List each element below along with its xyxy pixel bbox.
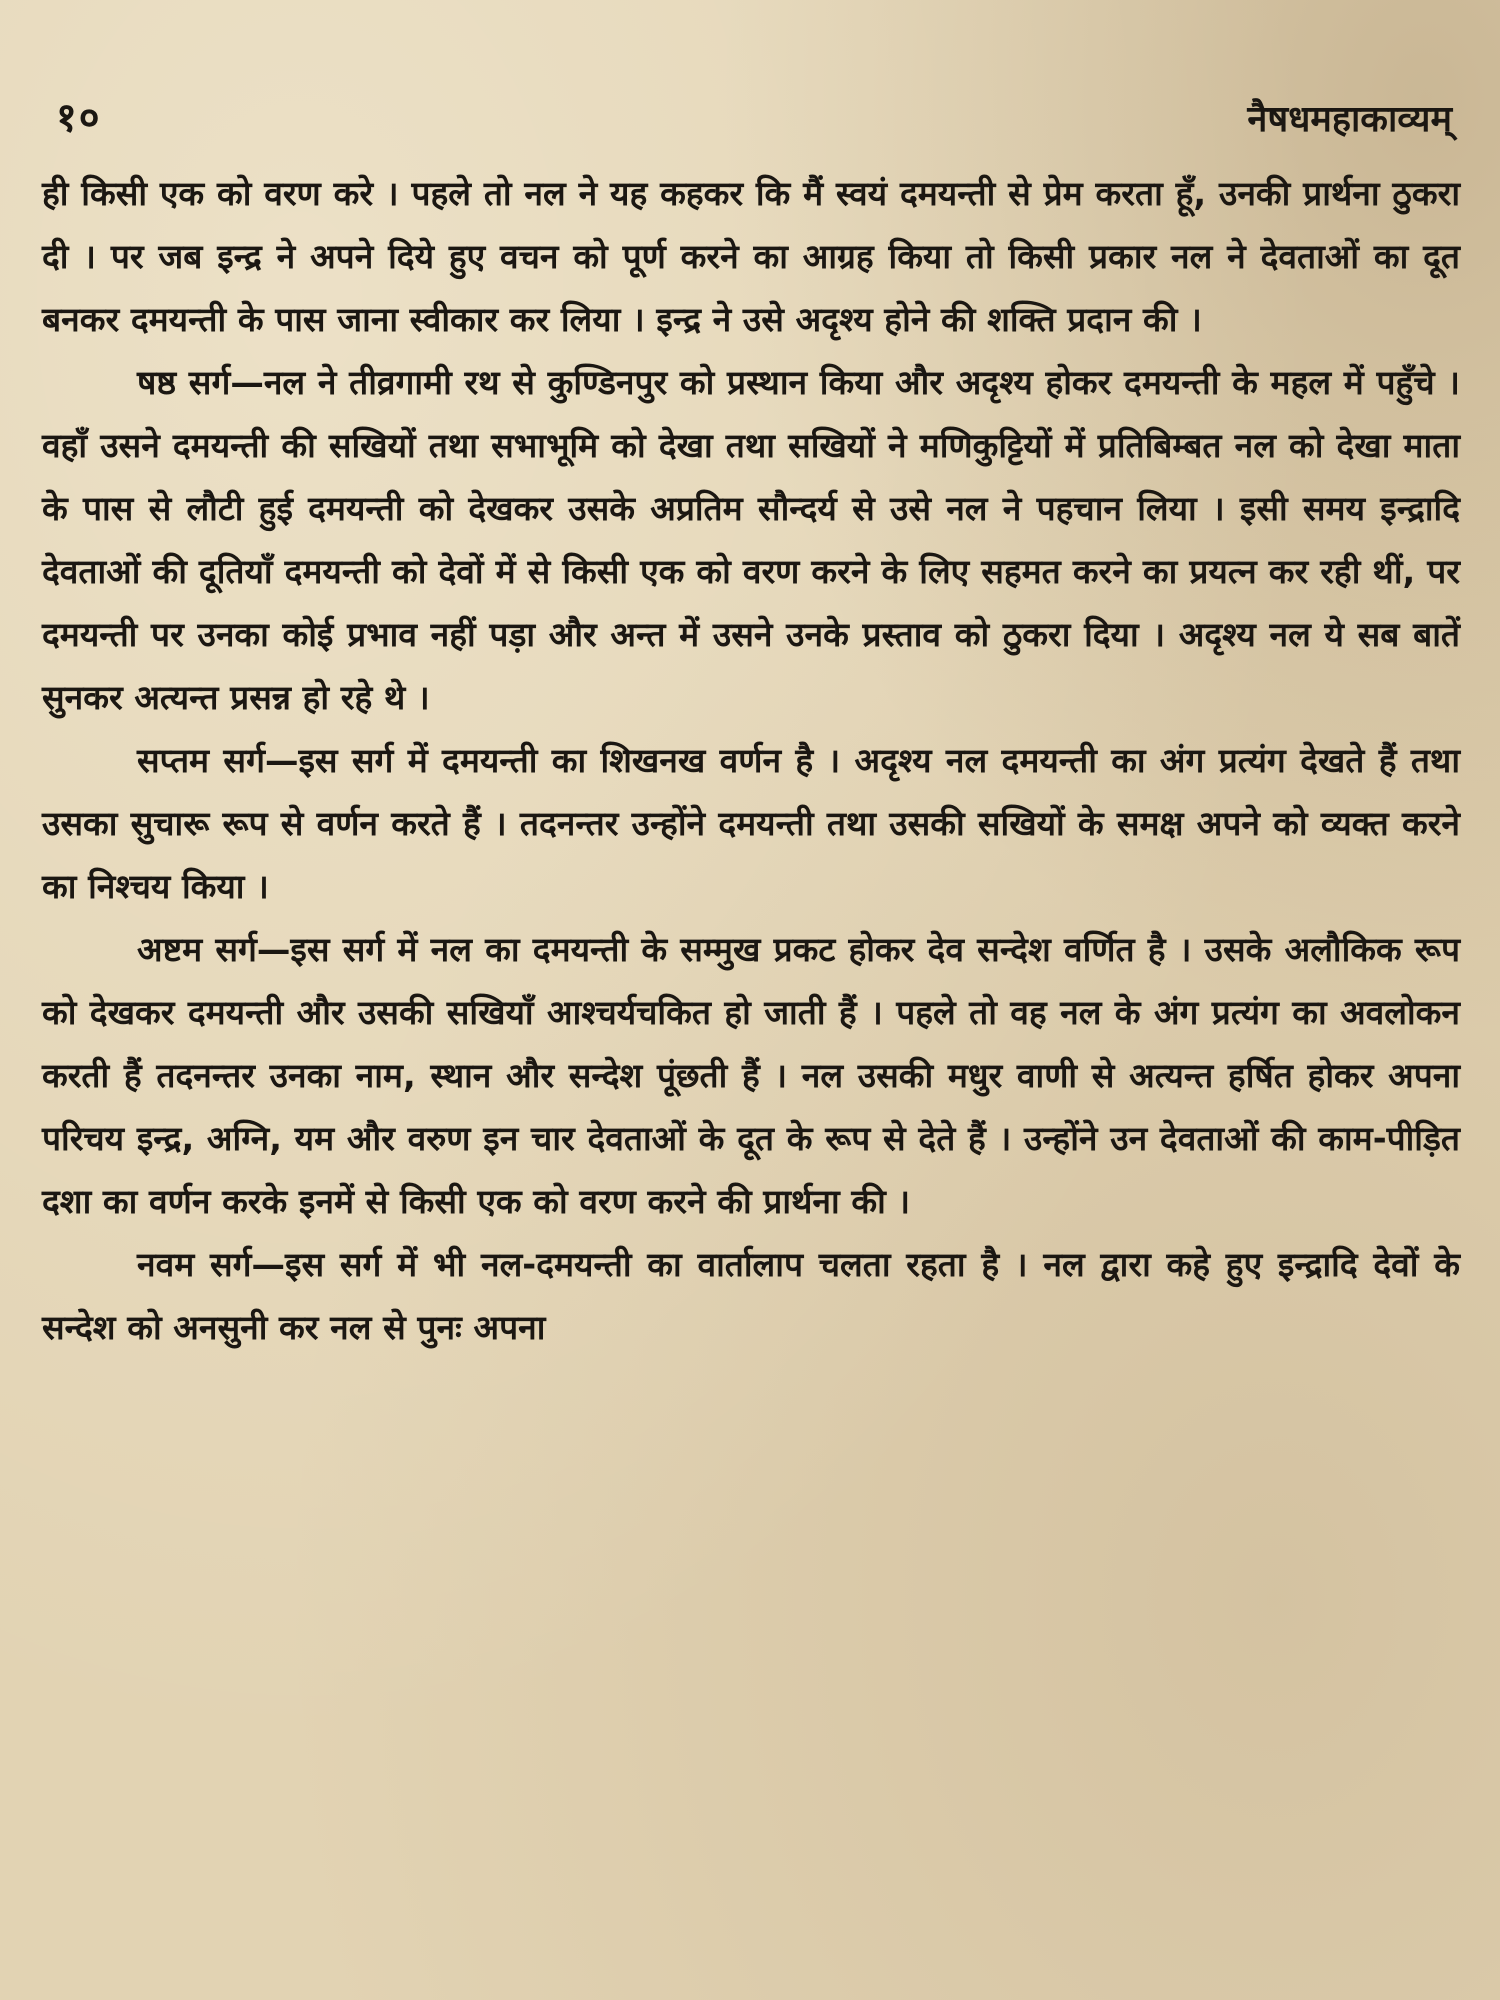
paragraph-text: —इस सर्ग में नल का दमयन्ती के सम्मुख प्रकट होकर देव सन्देश वर्णित है । उसके अलौकिक रूप को देखकर दमयन्ती और उसकी सखियाँ आश्चर्यचकित हो जाती हैं । पहले तो वह नल के अंग प्रत्यंग का अवलोकन करती हैं तदनन्तर उनका नाम, स्थान और सन्देश पूंछती हैं । नल उसकी मधुर वाणी से अत्यन्त हर्षित होकर अपना परिचय इन्द्र, अग्नि, यम और वरुण इन चार देवताओं के दूत के रूप से देते हैं । उन्होंने उन देवताओं की काम-पीड़ित दशा का वर्णन करके इनमें से किसी एक को वरण करने की प्रार्थना की । xyxy=(42,930,1460,1221)
paragraph-text: —इस सर्ग में भी नल-दमयन्ती का वार्तालाप चलता रहता है । नल द्वारा कहे हुए इन्द्रादि देवों के सन्देश को अनसुनी कर नल से पुनः अपना xyxy=(42,1245,1460,1347)
running-header xyxy=(42,88,1460,148)
paragraph-sarga-6 xyxy=(42,351,1460,729)
sarga-heading: षष्ठ सर्ग xyxy=(137,363,231,402)
paragraph-sarga-8 xyxy=(42,918,1460,1233)
page-number: १० xyxy=(56,95,102,141)
sarga-heading: सप्तम सर्ग xyxy=(137,741,265,780)
paragraph-continuation xyxy=(42,162,1460,351)
paragraph-text: —इस सर्ग में दमयन्ती का शिखनख वर्णन है । अदृश्य नल दमयन्ती का अंग प्रत्यंग देखते हैं तथा उसका सुचारू रूप से वर्णन करते हैं । तदनन्तर उन्होंने दमयन्ती तथा उसकी सखियों के समक्ष अपने को व्यक्त करने का निश्चय किया । xyxy=(42,741,1460,906)
paragraph-sarga-9 xyxy=(42,1233,1460,1359)
paragraph-text: —नल ने तीव्रगामी रथ से कुण्डिनपुर को प्रस्थान किया और अदृश्य होकर दमयन्ती के महल में पहुँचे । वहाँ उसने दमयन्ती की सखियों तथा सभाभूमि को देखा तथा सखियों ने मणिकुट्टियों में प्रतिबिम्बत नल को देखा माता के पास से लौटी हुई दमयन्ती को देखकर उसके अप्रतिम सौन्दर्य से उसे नल ने पहचान लिया । इसी समय इन्द्रादि देवताओं की दूतियाँ दमयन्ती को देवों में से किसी एक को वरण करने के लिए सहमत करने का प्रयत्न कर रही थीं, पर दमयन्ती पर उनका कोई प्रभाव नहीं पड़ा और अन्त में उसने उनके प्रस्ताव को ठुकरा दिया । अदृश्य नल ये सब बातें सुनकर अत्यन्त प्रसन्न हो रहे थे । xyxy=(42,363,1460,717)
book-title: नैषधमहाकाव्यम् xyxy=(1247,99,1452,140)
sarga-heading: अष्टम सर्ग xyxy=(137,930,257,969)
page-body xyxy=(42,162,1460,1359)
paragraph-sarga-7 xyxy=(42,729,1460,918)
paragraph-text: ही किसी एक को वरण करे । पहले तो नल ने यह कहकर कि मैं स्वयं दमयन्ती से प्रेम करता हूँ, उनकी प्रार्थना ठुकरा दी । पर जब इन्द्र ने अपने दिये हुए वचन को पूर्ण करने का आग्रह किया तो किसी प्रकार नल ने देवताओं का दूत बनकर दमयन्ती के पास जाना स्वीकार कर लिया । इन्द्र ने उसे अदृश्य होने की शक्ति प्रदान की । xyxy=(42,174,1460,339)
sarga-heading: नवम सर्ग xyxy=(137,1245,252,1284)
